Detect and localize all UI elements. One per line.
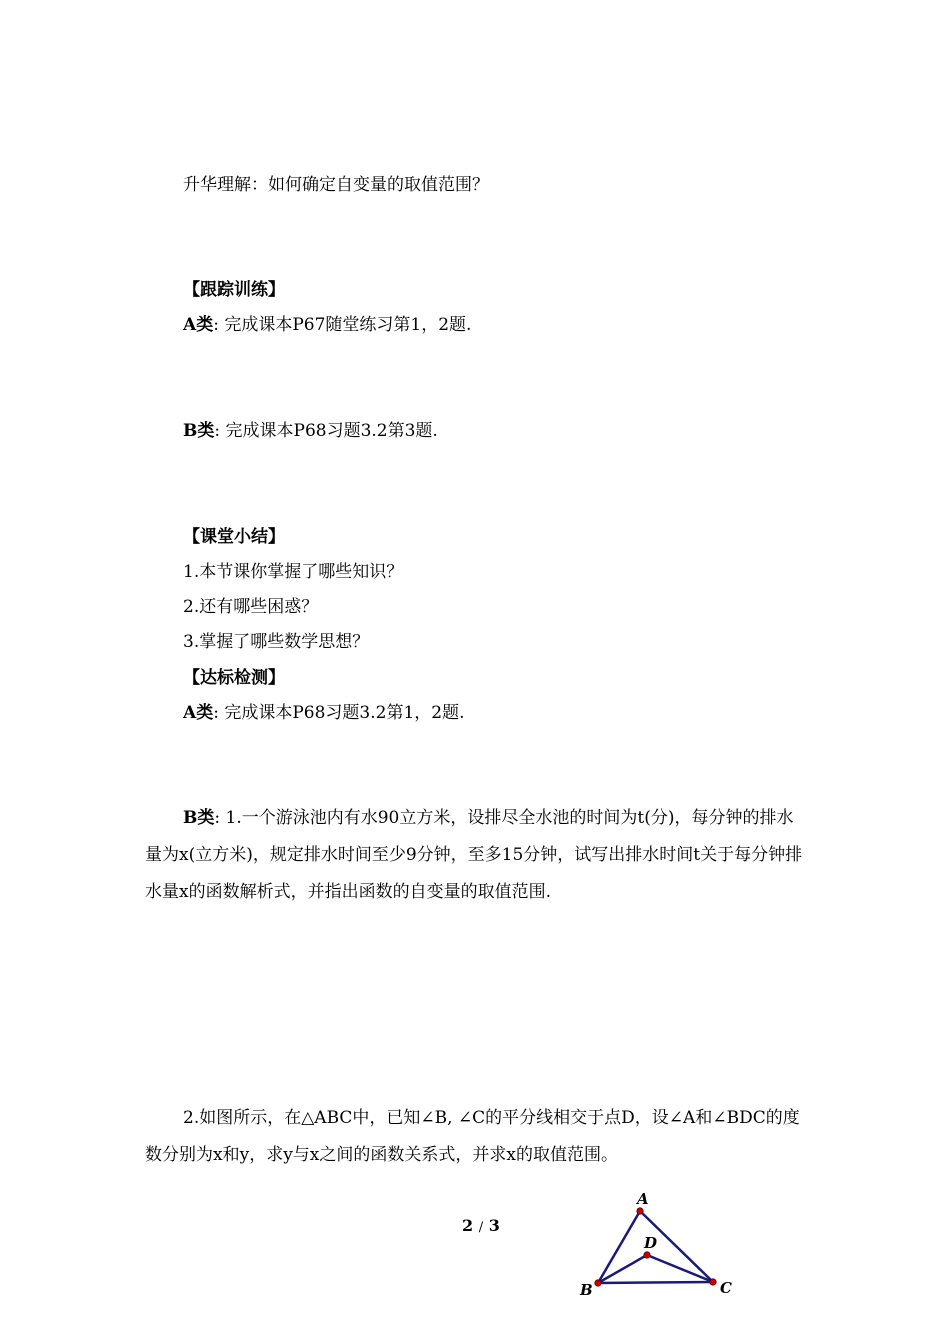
summary-item-1: 1.本节课你掌握了哪些知识？ xyxy=(183,562,404,582)
summary-item-3: 3.掌握了哪些数学思想？ xyxy=(183,632,370,652)
page-current: 2 xyxy=(462,1216,474,1235)
question-2-text: 2.如图所示，在△ABC中，已知∠B, ∠C的平分线相交于点D，设∠A和∠BDC的度数分别为x和y，求y与x之间的函数关系式，并求x的取值范围。 xyxy=(145,1108,800,1165)
label-b: B xyxy=(580,1281,593,1299)
summary-item-2: 2.还有哪些困惑？ xyxy=(183,597,319,617)
check-b-text: : 1.一个游泳池内有水90立方米，设排尽全水池的时间为t(分)，每分钟的排水量为x(立方米)，规定排水时间至少9分钟，至多15分钟，试写出排水时间t关于每分钟排水量x的函数解析式，并指出函数的自变量的取值范围. xyxy=(145,808,803,902)
check-b-label: B类 xyxy=(183,808,215,828)
label-d: D xyxy=(644,1234,658,1252)
tracking-a-text: : 完成课本P67随堂练习第1，2题. xyxy=(213,315,472,335)
check-heading: 【达标检测】 xyxy=(183,668,285,688)
tracking-heading: 【跟踪训练】 xyxy=(183,280,285,300)
check-a xyxy=(183,701,464,725)
point-a xyxy=(637,1208,643,1214)
understand-question: 升华理解：如何确定自变量的取值范围？ xyxy=(183,175,489,195)
page-total: 3 xyxy=(488,1216,500,1235)
page-separator: / xyxy=(478,1220,484,1235)
page-number xyxy=(462,1216,500,1235)
check-a-text: : 完成课本P68习题3.2第1，2题. xyxy=(213,703,465,723)
summary-heading: 【课堂小结】 xyxy=(183,527,285,547)
check-b-paragraph xyxy=(145,800,810,911)
tracking-a-label: A类 xyxy=(183,315,214,335)
check-a-label: A类 xyxy=(183,703,214,723)
question-2-paragraph xyxy=(145,1100,810,1174)
segment-dc xyxy=(647,1255,713,1282)
tracking-b xyxy=(183,419,438,443)
tracking-b-label: B类 xyxy=(183,421,215,441)
triangle-figure xyxy=(570,1186,740,1301)
tracking-b-text: : 完成课本P68习题3.2第3题. xyxy=(214,421,438,441)
tracking-a xyxy=(183,313,471,337)
point-c xyxy=(710,1279,716,1285)
label-c: C xyxy=(720,1279,732,1297)
point-d xyxy=(644,1252,650,1258)
point-b xyxy=(595,1280,601,1286)
side-bc xyxy=(598,1282,713,1283)
label-a: A xyxy=(637,1190,649,1208)
